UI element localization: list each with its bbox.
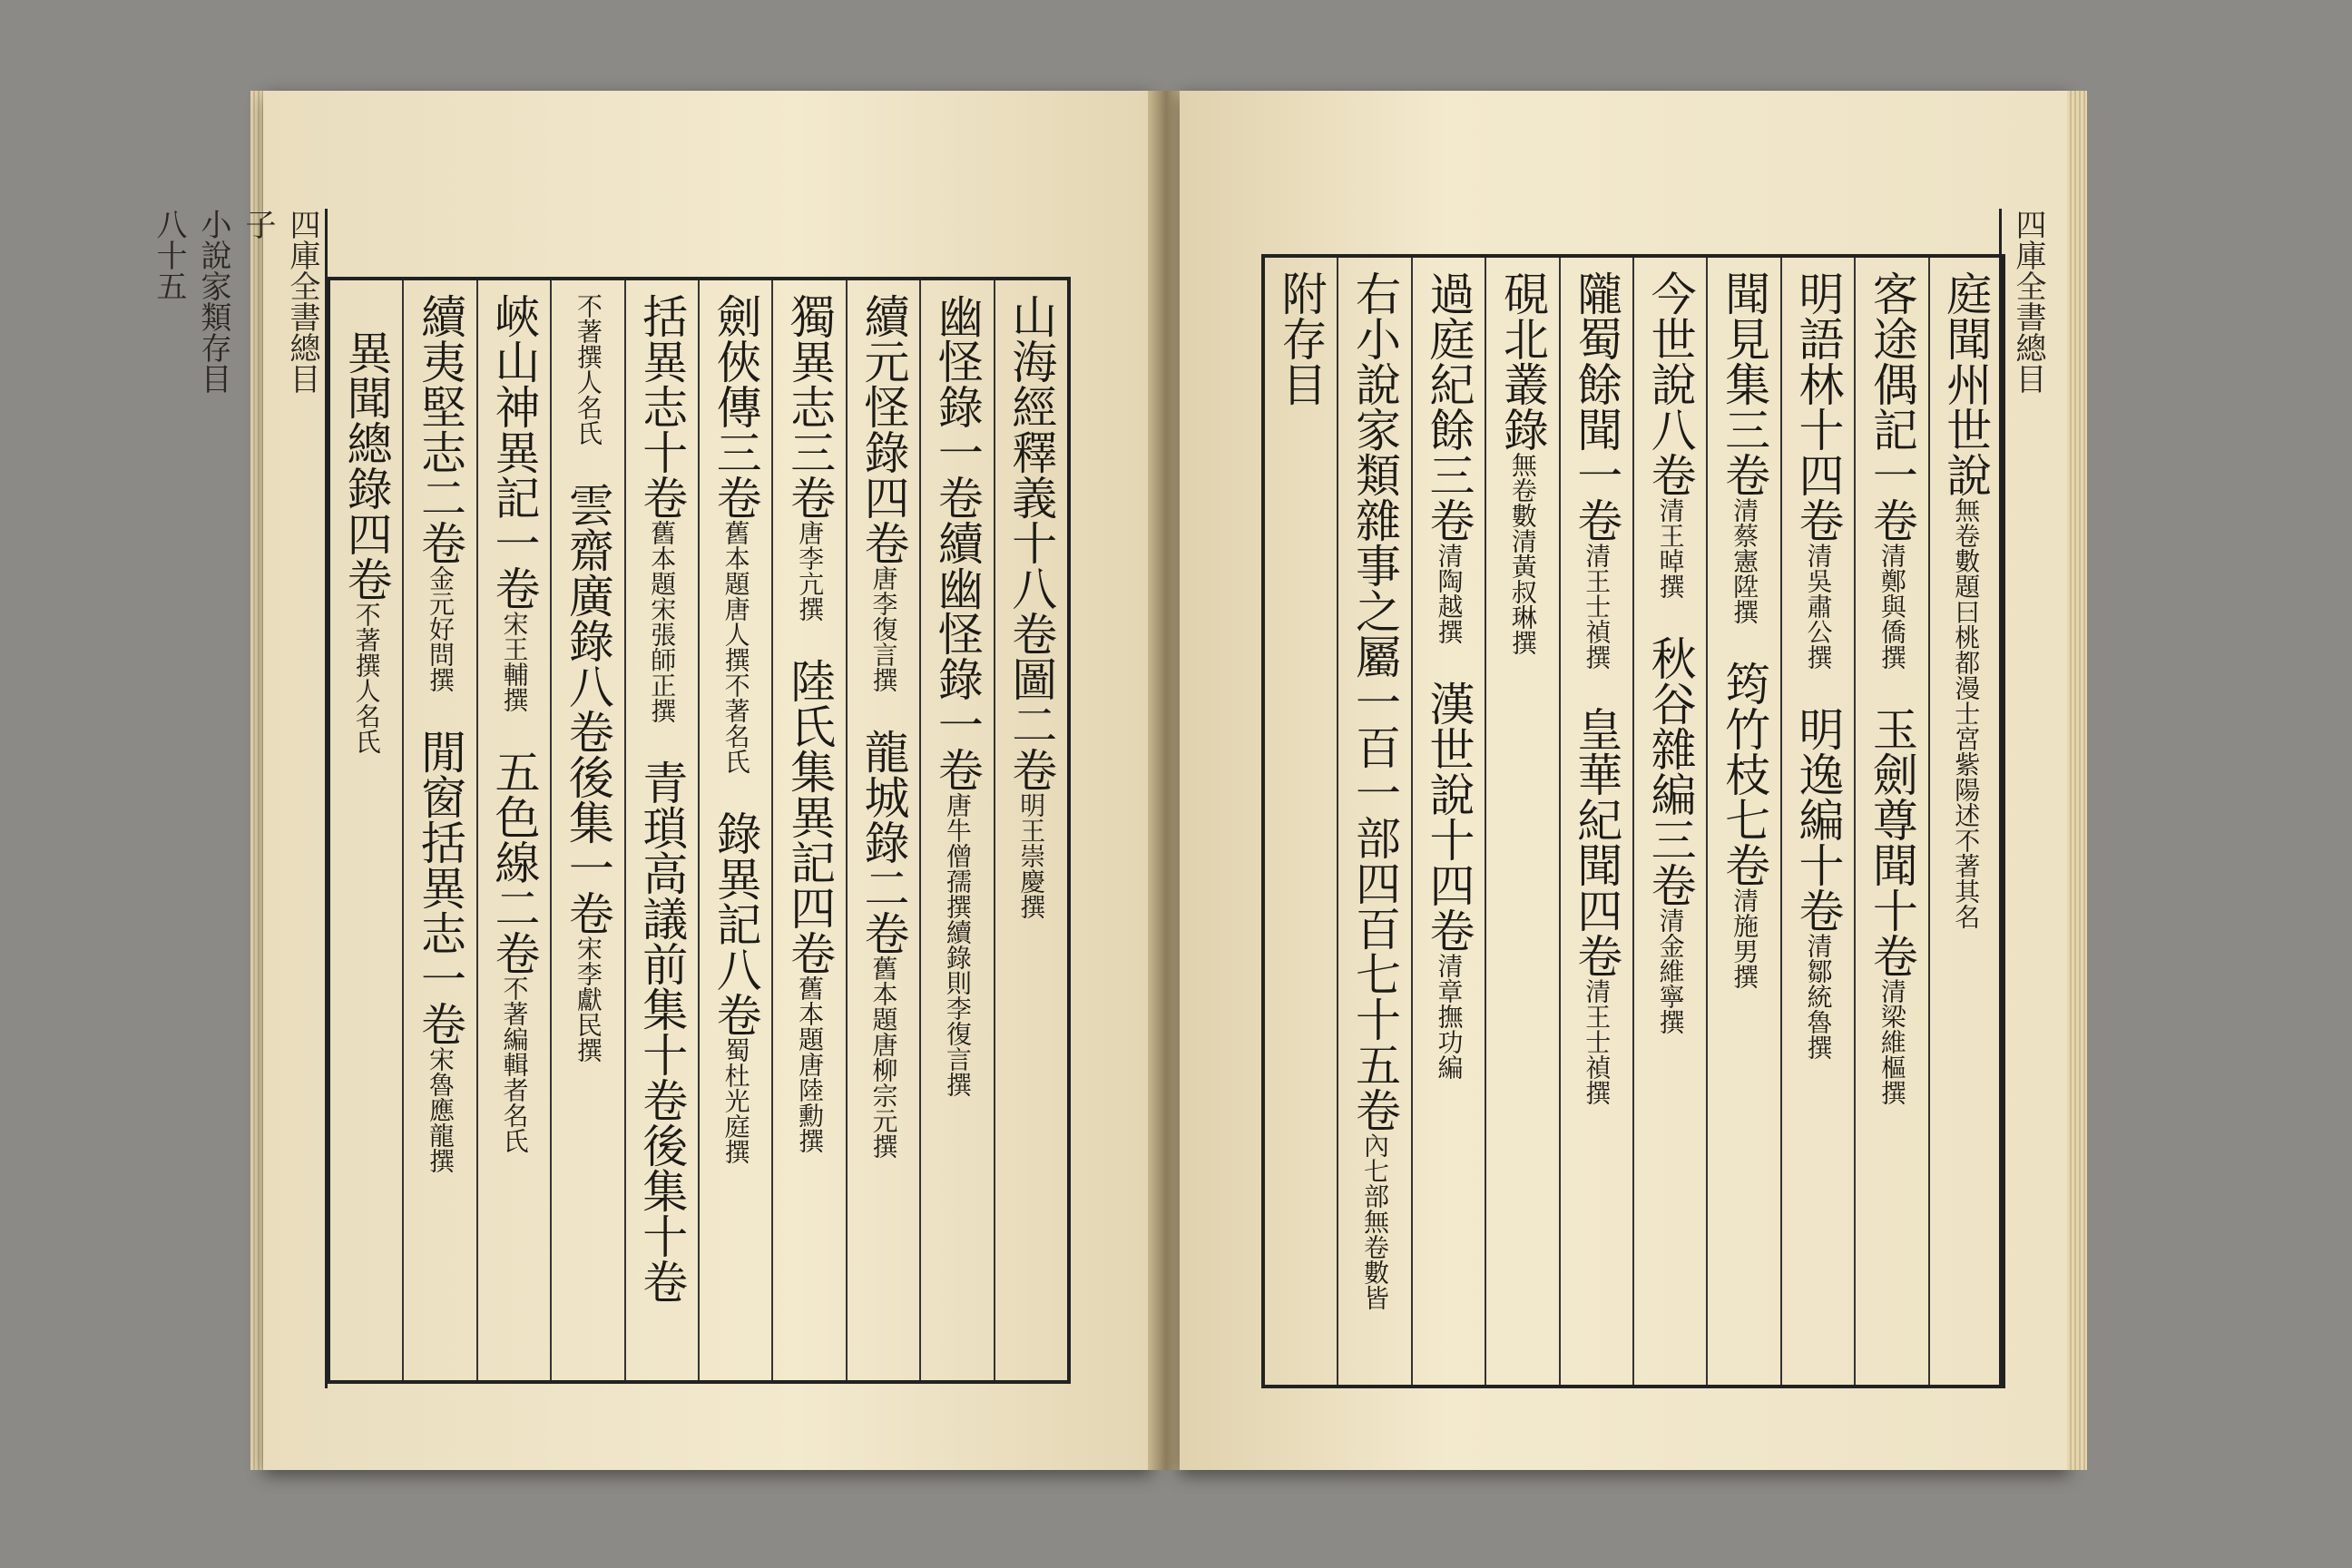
text-column <box>476 280 550 1380</box>
entry-title: 雲齋廣錄八卷後集一卷 <box>561 482 614 936</box>
entry-note: 清鄭與僑撰 <box>1877 543 1907 670</box>
entry-note: 清吳肅公撰 <box>1803 543 1834 670</box>
entry-title: 筠竹枝七卷 <box>1718 661 1771 887</box>
entry-note: 清王士禎撰 <box>1582 978 1612 1105</box>
entry-note: 清王士禎撰 <box>1582 543 1612 670</box>
left-margin-section: 子 <box>240 209 276 240</box>
entry-note: 無卷數 <box>1951 497 1982 573</box>
entry-title: 續元怪錄四卷 <box>857 293 910 565</box>
entry-note: 唐李亢撰 <box>795 520 826 622</box>
text-column <box>698 280 771 1380</box>
entry-title: 龍城錄二卷 <box>857 729 910 956</box>
entry-title: 獨異志三卷 <box>783 293 837 520</box>
text-column <box>1485 258 1558 1385</box>
text-column <box>330 280 402 1380</box>
entry-note: 舊本題宋張師正撰 <box>647 520 678 723</box>
left-page <box>151 91 1152 1470</box>
text-column <box>1559 258 1632 1385</box>
text-column <box>624 280 698 1380</box>
text-column <box>994 280 1067 1380</box>
entry-note: 不著撰人名氏 <box>351 602 382 754</box>
text-column <box>846 280 919 1380</box>
entry-title: 劍俠傳三卷 <box>709 293 762 520</box>
book-gutter <box>1148 91 1184 1470</box>
entry-title: 秋谷雜編三卷 <box>1643 635 1697 907</box>
entry-title: 聞見集三卷 <box>1718 270 1771 497</box>
left-margin-subtitle: 小說家類存目 <box>195 209 231 394</box>
entry-note: 清梁維樞撰 <box>1877 978 1907 1105</box>
entry-title: 玉劍尊聞十卷 <box>1865 706 1918 978</box>
entry-title: 青瑣高議前集十卷後集十卷 <box>635 760 689 1304</box>
text-column <box>1854 258 1927 1385</box>
left-margin-title: 四庫全書總目 <box>284 209 320 394</box>
entry-note: 唐李復言撰 <box>868 565 899 692</box>
text-column <box>771 280 845 1380</box>
entry-note: 宋魯應龍撰 <box>426 1046 456 1173</box>
entry-title: 錄異記八卷 <box>709 810 762 1037</box>
entry-note: 清章撫功編 <box>1434 953 1465 1080</box>
entry-note: 宋李獻民撰 <box>573 936 603 1063</box>
entry-title: 幽怪錄一卷續幽怪錄一卷 <box>930 293 984 792</box>
entry-note: 不著編輯者名氏 <box>499 975 530 1153</box>
entry-title: 山海經釋義十八卷圖二卷 <box>1004 293 1058 792</box>
text-column <box>1411 258 1485 1385</box>
entry-note: 內七部無卷數皆 <box>1360 1132 1391 1310</box>
text-column <box>1337 258 1410 1385</box>
left-text-frame <box>327 277 1071 1384</box>
entry-note: 不著撰人名氏 <box>573 293 603 446</box>
entry-title: 隴蜀餘聞一卷 <box>1570 270 1623 543</box>
entry-title: 今世說八卷 <box>1643 270 1697 497</box>
entry-note: 宋王輔撰 <box>499 611 530 712</box>
entry-title: 閒窗括異志一卷 <box>414 729 467 1046</box>
entry-title: 硯北叢錄 <box>1495 270 1549 452</box>
text-column <box>402 280 475 1380</box>
right-columns <box>1265 258 2002 1385</box>
text-column <box>1265 258 1337 1385</box>
text-column <box>1632 258 1706 1385</box>
entry-note: 清施男撰 <box>1730 887 1760 989</box>
text-column <box>1780 258 1854 1385</box>
entry-title: 括異志十卷 <box>635 293 689 520</box>
entry-note: 無卷數清黃叔琳撰 <box>1507 452 1538 655</box>
open-book <box>151 91 2069 1470</box>
left-page-number: 八十五 <box>151 209 187 301</box>
entry-title: 右小說家類雜事之屬一百一部四百七十五卷 <box>1348 270 1402 1132</box>
left-columns <box>330 280 1067 1380</box>
entry-note: 明王崇慶撰 <box>1016 792 1047 919</box>
left-margin-strip <box>151 209 328 1388</box>
entry-note: 題曰桃都漫士宮紫陽述不著其名 <box>1951 573 1982 929</box>
entry-title: 漢世說十四卷 <box>1422 681 1475 953</box>
entry-note: 清蔡憲陞撰 <box>1730 497 1760 624</box>
right-page <box>1180 91 2069 1470</box>
right-margin-title: 四庫全書總目 <box>2010 209 2046 394</box>
entry-title: 峽山神異記一卷 <box>487 293 541 611</box>
entry-title: 續夷堅志二卷 <box>414 293 467 565</box>
entry-note: 舊本題唐人撰不著名氏 <box>720 520 751 774</box>
entry-note: 清金維寧撰 <box>1655 907 1686 1034</box>
entry-title: 明逸編十卷 <box>1791 706 1845 933</box>
entry-note: 舊本題唐柳宗元撰 <box>868 956 899 1159</box>
entry-title: 皇華紀聞四卷 <box>1570 706 1623 978</box>
text-column <box>1706 258 1779 1385</box>
right-margin-strip <box>1999 209 2051 1388</box>
entry-title: 庭聞州世說 <box>1939 270 1993 497</box>
entry-note: 清陶越撰 <box>1434 543 1465 644</box>
right-page-edge <box>2067 91 2087 1470</box>
right-text-frame <box>1261 254 2005 1388</box>
entry-title: 五色線二卷 <box>487 749 541 975</box>
text-column <box>1928 258 2002 1385</box>
entry-note: 蜀杜光庭撰 <box>720 1037 751 1164</box>
entry-title: 陸氏集異記四卷 <box>783 658 837 975</box>
entry-note: 唐牛僧孺撰續錄則李復言撰 <box>942 792 973 1097</box>
entry-title: 附存目 <box>1274 270 1328 407</box>
text-column <box>919 280 993 1380</box>
entry-title: 明語林十四卷 <box>1791 270 1845 543</box>
entry-title: 過庭紀餘三卷 <box>1422 270 1475 543</box>
entry-note: 清鄒統魯撰 <box>1803 933 1834 1060</box>
entry-title: 客途偶記一卷 <box>1865 270 1918 543</box>
entry-note: 舊本題唐陸勳撰 <box>795 975 826 1153</box>
entry-note: 金元好問撰 <box>426 565 456 692</box>
entry-title: 異聞總錄四卷 <box>339 329 393 602</box>
text-column <box>550 280 623 1380</box>
entry-note: 清王晫撰 <box>1655 497 1686 599</box>
